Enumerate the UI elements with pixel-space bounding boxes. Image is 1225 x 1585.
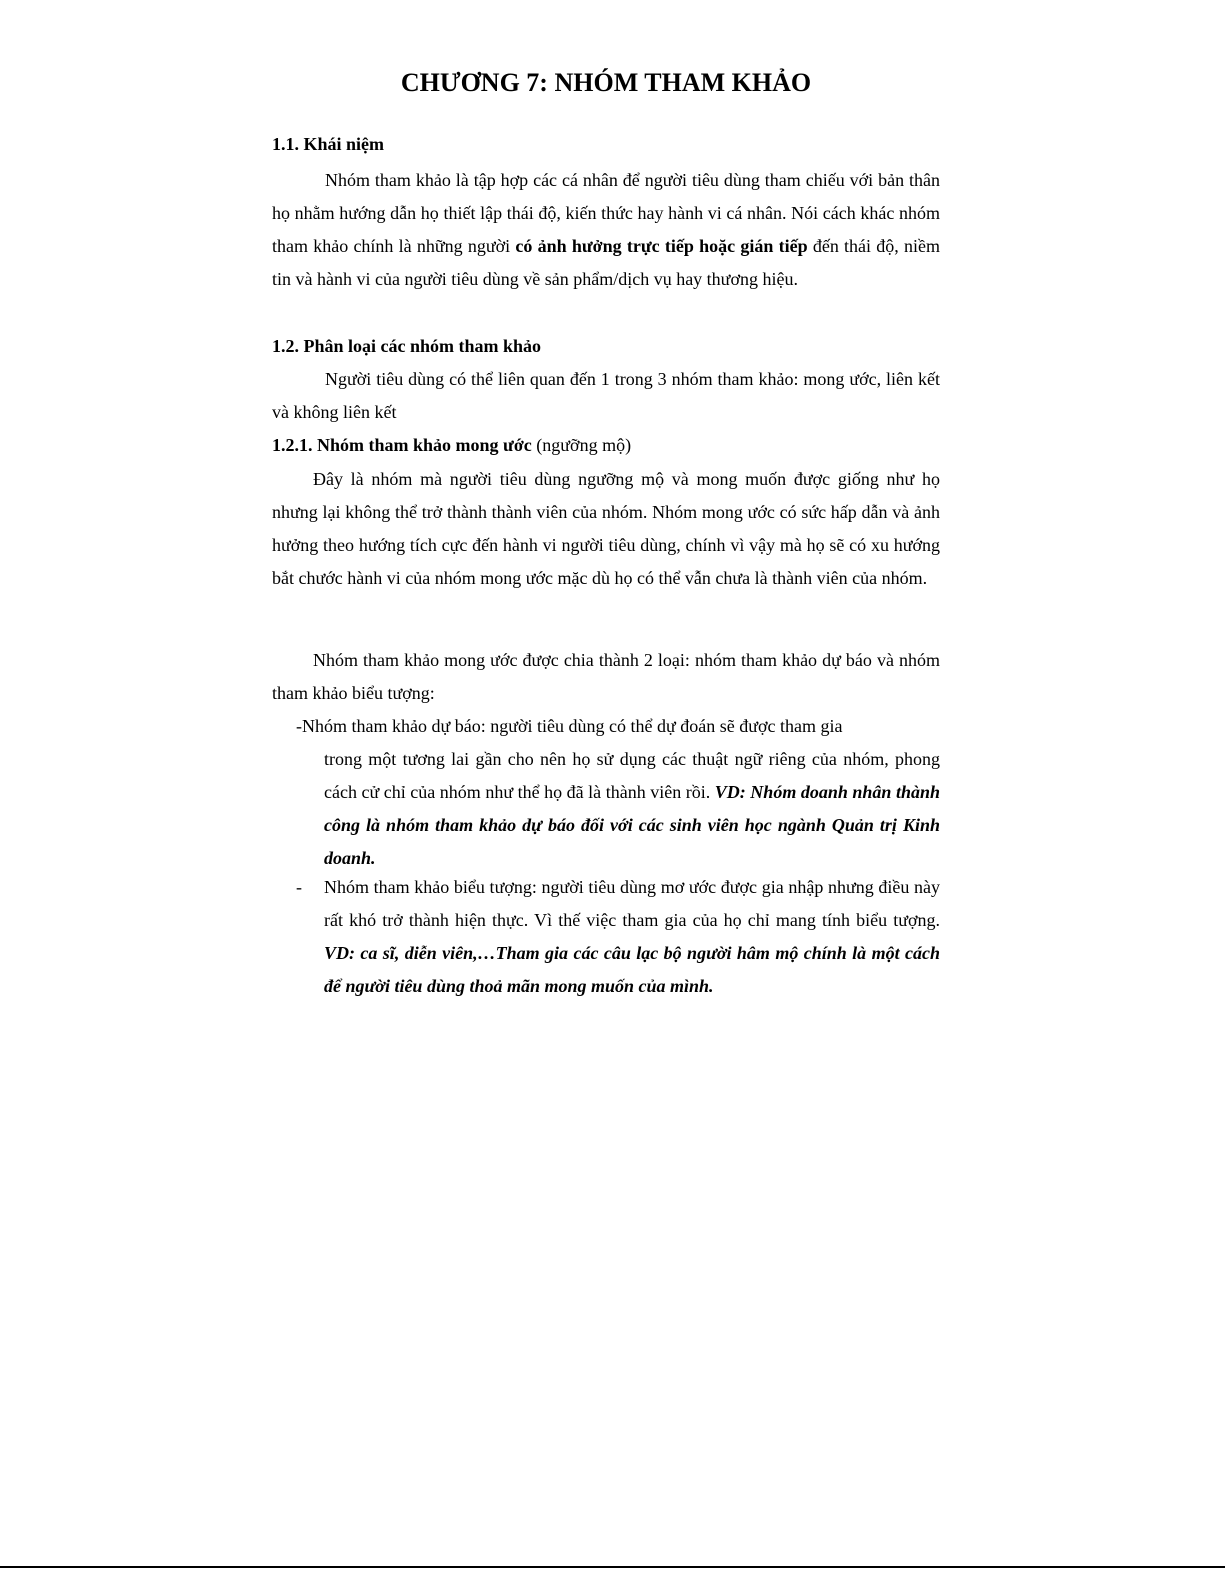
definition-text-end: đến thái độ, niềm tin và hành vi của người tiêu dùng về sản phẩm/dịch vụ hay thương hiệu. [272,236,940,289]
list-item-anticipatory-group [296,710,940,875]
bottom-border-line [0,1566,1225,1568]
list-item-first-line: -Nhóm tham khảo dự báo: người tiêu dùng có thể dự đoán sẽ được tham gia [296,716,843,736]
definition-text-start: Nhóm tham khảo là tập hợp các cá nhân để người tiêu dùng tham chiếu với bản thân họ nhằm hướng dẫn họ thiết lập thái độ, kiến thức hay hành vi cá nhân. Nói cách khác nhóm tham khảo chính là những người [272,170,940,256]
anticipatory-description: trong một tương lai gần cho nên họ sử dụng các thuật ngữ riêng của nhóm, phong cách cử chỉ của nhóm như thể họ đã là thành viên rồi. [324,749,940,802]
symbolic-description: Nhóm tham khảo biểu tượng: người tiêu dùng mơ ước được gia nhập nhưng điều này rất khó trở thành hiện thực. Vì thế việc tham gia của họ chỉ mang tính biểu tượng. [324,877,940,930]
symbolic-example: VD: ca sĩ, diễn viên,…Tham gia các câu lạc bộ người hâm mộ chính là một cách để người tiêu dùng thoả mãn mong muốn của mình. [324,943,940,996]
paragraph-classification: Người tiêu dùng có thể liên quan đến 1 trong 3 nhóm tham khảo: mong ước, liên kết và không liên kết [272,369,940,422]
section-heading-1-2-1 [272,429,940,462]
subsection-heading-bold: 1.2.1. Nhóm tham khảo mong ước [272,435,532,455]
chapter-title: CHƯƠNG 7: NHÓM THAM KHẢO [400,68,812,97]
list-item-continuation [296,743,940,875]
symbolic-group-text [324,871,940,1003]
list-dash: - [296,877,302,897]
subsection-heading-note: (ngưỡng mộ) [531,435,632,455]
definition-emphasis: có ảnh hưởng trực tiếp hoặc gián tiếp [515,236,808,256]
section-heading-1-1: 1.1. Khái niệm [272,134,385,154]
paragraph-aspirational-group: Đây là nhóm mà người tiêu dùng ngưỡng mộ và mong muốn được giống như họ nhưng lại không thể trở thành thành viên của nhóm. Nhóm mong ước có sức hấp dẫn và ảnh hưởng theo hướng tích cực đến hành vi người tiêu dùng, chính vì vậy mà họ sẽ có xu hướng bắt chước hành vi của nhóm mong ước mặc dù họ có thể vẫn chưa là thành viên của nhóm. [272,469,940,588]
paragraph-aspirational-types: Nhóm tham khảo mong ước được chia thành 2 loại: nhóm tham khảo dự báo và nhóm tham khảo biểu tượng: [272,650,940,703]
list-item-symbolic-group [296,871,940,1003]
paragraph-definition [272,164,940,296]
section-heading-1-2: 1.2. Phân loại các nhóm tham khảo [272,336,542,356]
anticipatory-example: VD: Nhóm doanh nhân thành công là nhóm tham khảo dự báo đối với các sinh viên học ngành Quản trị Kinh doanh. [324,782,940,868]
